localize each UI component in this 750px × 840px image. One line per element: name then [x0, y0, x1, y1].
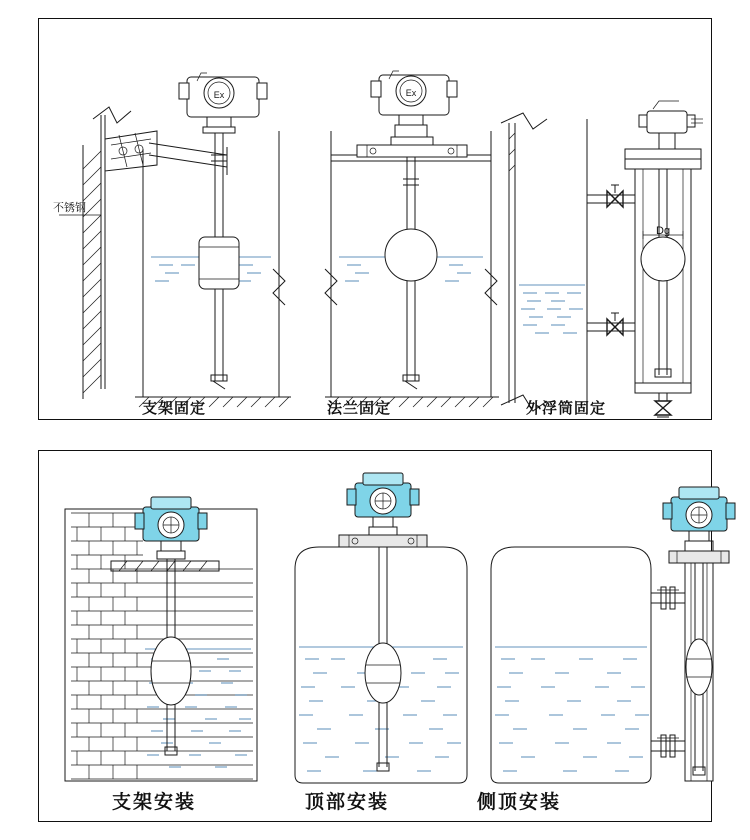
float-body-6: [686, 639, 712, 695]
caption-bracket-install: 支架安装: [112, 792, 197, 813]
label-stainless-steel: 不锈钢: [53, 202, 86, 214]
transmitter-head-2: [371, 71, 457, 137]
transmitter-head-6: [663, 487, 735, 551]
bottom-panel-drawing: [39, 451, 711, 821]
float-ball-3: [641, 237, 685, 281]
transmitter-head-4: [135, 497, 207, 559]
figure-flange-fixed: [325, 71, 499, 407]
bottom-panel: [38, 450, 712, 822]
figure-external-chamber: [501, 101, 703, 417]
ex-label-2: Ex: [405, 88, 417, 98]
float-body-5: [365, 643, 401, 703]
transmitter-head-5: [347, 473, 419, 535]
top-panel-drawing: [39, 19, 711, 419]
transmitter-head-1: [179, 73, 267, 133]
top-panel: [38, 18, 712, 420]
figure-side-top-install: [491, 487, 735, 783]
caption-flange-fixed: 法兰固定: [327, 400, 392, 417]
float-body-1: [199, 237, 239, 289]
label-dg: Dg: [656, 225, 671, 237]
float-body-4: [151, 637, 191, 705]
transmitter-head-3: [639, 101, 703, 149]
ex-label: Ex: [213, 90, 225, 100]
figure-bracket-fixed: [59, 73, 291, 407]
figure-bracket-install: [65, 497, 257, 781]
caption-top-install: 顶部安装: [305, 792, 390, 813]
caption-bracket-fixed: 支架固定: [142, 400, 207, 417]
caption-side-top-install: 侧顶安装: [477, 792, 562, 813]
caption-external-float-chamber-fixed: 外浮筒固定: [526, 400, 607, 417]
float-ball-2: [385, 229, 437, 281]
figure-top-install: [295, 473, 467, 783]
